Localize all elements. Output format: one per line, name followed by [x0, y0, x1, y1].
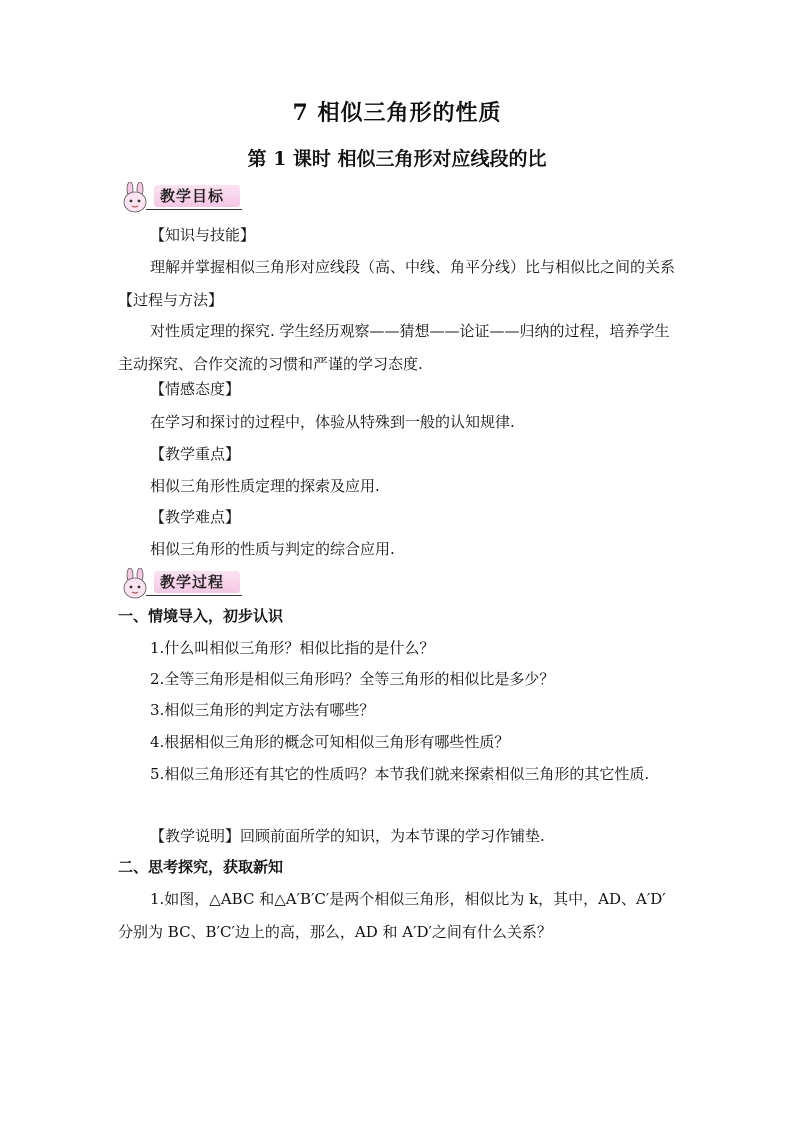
divider	[146, 595, 242, 596]
section-badge-goals	[118, 182, 242, 214]
question-3: 3.相似三角形的判定方法有哪些？	[150, 701, 375, 719]
attitude-text: 在学习和探讨的过程中，体验从特殊到一般的认知规律.	[150, 413, 515, 431]
key-point-text: 相似三角形性质定理的探索及应用.	[150, 477, 380, 495]
explore-paragraph-1: 1.如图，△ABC 和△A′B′C′是两个相似三角形，相似比为 k，其中，AD、A′D′分别为 BC、B′C′边上的高，那么，AD 和 A′D′之间有什么关系？	[118, 890, 666, 941]
difficulty-heading: 【教学难点】	[150, 508, 241, 526]
page-subtitle: 第 1 课时 相似三角形对应线段的比	[247, 148, 547, 170]
section-badge-label: 教学过程	[154, 571, 240, 593]
key-point-heading: 【教学重点】	[150, 445, 241, 463]
divider	[146, 209, 242, 210]
page-title: 7 相似三角形的性质	[292, 100, 502, 126]
knowledge-text: 理解并掌握相似三角形对应线段（高、中线、角平分线）比与相似比之间的关系【过程与方法】	[118, 258, 676, 309]
question-5: 5.相似三角形还有其它的性质吗？本节我们就来探索相似三角形的其它性质.	[150, 765, 650, 783]
question-1: 1.什么叫相似三角形？相似比指的是什么？	[150, 639, 435, 657]
question-2: 2.全等三角形是相似三角形吗？全等三角形的相似比是多少？	[150, 670, 555, 688]
section-badge-process	[118, 568, 242, 600]
method-text: 对性质定理的探究. 学生经历观察——猜想——论证——归纳的过程，培养学生主动探究、合作交流的习惯和严谨的学习态度.	[118, 322, 670, 373]
teaching-note: 【教学说明】回顾前面所学的知识，为本节课的学习作铺垫.	[150, 827, 545, 845]
section-badge-label: 教学目标	[154, 185, 240, 207]
section-heading-explore: 二、思考探究，获取新知	[118, 858, 284, 876]
question-4: 4.根据相似三角形的概念可知相似三角形有哪些性质？	[150, 733, 510, 751]
attitude-heading: 【情感态度】	[150, 380, 241, 398]
knowledge-heading: 【知识与技能】	[150, 226, 256, 244]
section-heading-intro: 一、情境导入，初步认识	[118, 607, 284, 625]
difficulty-text: 相似三角形的性质与判定的综合应用.	[150, 540, 395, 558]
